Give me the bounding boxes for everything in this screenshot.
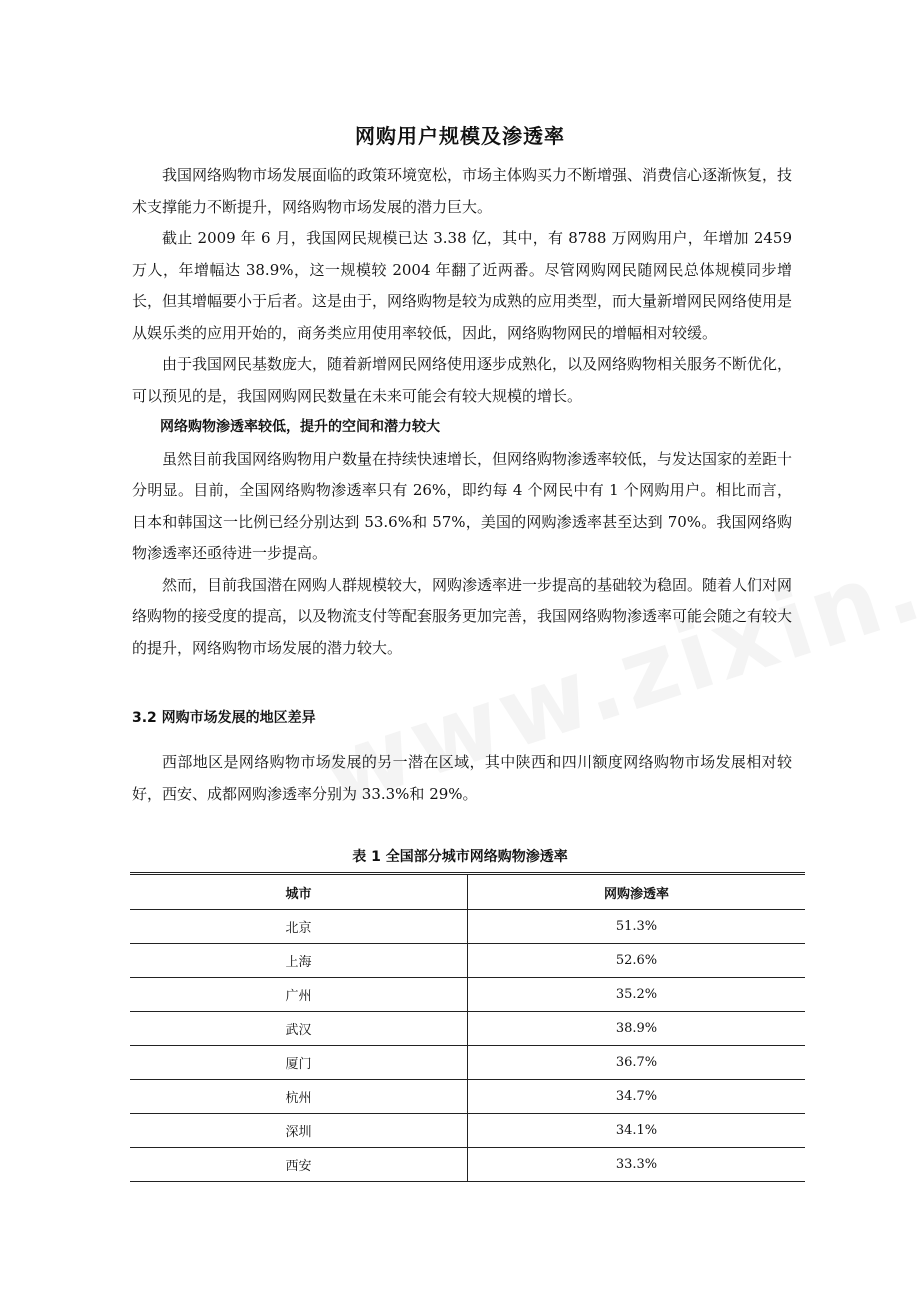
rate-cell: 33.3%	[468, 1148, 806, 1182]
city-cell: 西安	[130, 1148, 468, 1182]
rate-cell: 36.7%	[468, 1046, 806, 1080]
rate-cell: 52.6%	[468, 944, 806, 978]
rate-cell: 38.9%	[468, 1012, 806, 1046]
table-row	[130, 944, 805, 978]
paragraph: 虽然目前我国网络购物用户数量在持续快速增长，但网络购物渗透率较低，与发达国家的差距十分明显。目前，全国网络购物渗透率只有 26%，即约每 4 个网民中有 1 个网购用户。相比而言，日本和韩国这一比例已经分别达到 53.6%和 57%，美国的网购渗透率甚至达到 70%。我国网络购物渗透率还亟待进一步提高。	[132, 449, 793, 562]
table-row	[130, 1012, 805, 1046]
table-row	[130, 1046, 805, 1080]
column-header-city: 城市	[130, 874, 468, 910]
city-cell: 上海	[130, 944, 468, 978]
city-cell: 北京	[130, 910, 468, 944]
table-row	[130, 1080, 805, 1114]
column-header-rate: 网购渗透率	[468, 874, 806, 910]
rate-cell: 34.7%	[468, 1080, 806, 1114]
page-title: 网购用户规模及渗透率	[355, 124, 565, 148]
table-header-row	[130, 874, 805, 910]
paragraph: 我国网络购物市场发展面临的政策环境宽松，市场主体购买力不断增强、消费信心逐渐恢复，技术支撑能力不断提升，网络购物市场发展的潜力巨大。	[132, 166, 793, 216]
rate-cell: 51.3%	[468, 910, 806, 944]
table-row	[130, 910, 805, 944]
rate-cell: 34.1%	[468, 1114, 806, 1148]
city-cell: 深圳	[130, 1114, 468, 1148]
table-caption: 表 1 全国部分城市网络购物渗透率	[352, 849, 568, 865]
city-penetration-table	[130, 872, 805, 1182]
body-text	[132, 160, 792, 664]
section-heading: 3.2 网购市场发展的地区差异	[132, 710, 316, 726]
city-cell: 广州	[130, 978, 468, 1012]
table-row	[130, 978, 805, 1012]
paragraph: 截止 2009 年 6 月，我国网民规模已达 3.38 亿，其中，有 8788 万网购用户，年增加 2459 万人，年增幅达 38.9%，这一规模较 2004 年翻了近两番。尽管网购网民随网民总体规模同步增长，但其增幅要小于后者。这是由于，网络购物是较为成熟的应用类型，而大量新增网民网络使用是从娱乐类的应用开始的，商务类应用使用率较低，因此，网络购物网民的增幅相对较缓。	[132, 229, 793, 342]
paragraph: 然而，目前我国潜在网购人群规模较大，网购渗透率进一步提高的基础较为稳固。随着人们对网络购物的接受度的提高，以及物流支付等配套服务更加完善，我国网络购物渗透率可能会随之有较大的提升，网络购物市场发展的潜力较大。	[132, 575, 793, 657]
table-row	[130, 1148, 805, 1182]
paragraph: 由于我国网民基数庞大，随着新增网民网络使用逐步成熟化，以及网络购物相关服务不断优化，可以预见的是，我国网购网民数量在未来可能会有较大规模的增长。	[132, 355, 793, 405]
city-cell: 厦门	[130, 1046, 468, 1080]
paragraph: 西部地区是网络购物市场发展的另一潜在区域，其中陕西和四川额度网络购物市场发展相对较好，西安、成都网购渗透率分别为 33.3%和 29%。	[132, 753, 792, 803]
city-cell: 武汉	[130, 1012, 468, 1046]
rate-cell: 35.2%	[468, 978, 806, 1012]
table-row	[130, 1114, 805, 1148]
city-cell: 杭州	[130, 1080, 468, 1114]
subheading: 网络购物渗透率较低，提升的空间和潜力较大	[160, 419, 440, 435]
